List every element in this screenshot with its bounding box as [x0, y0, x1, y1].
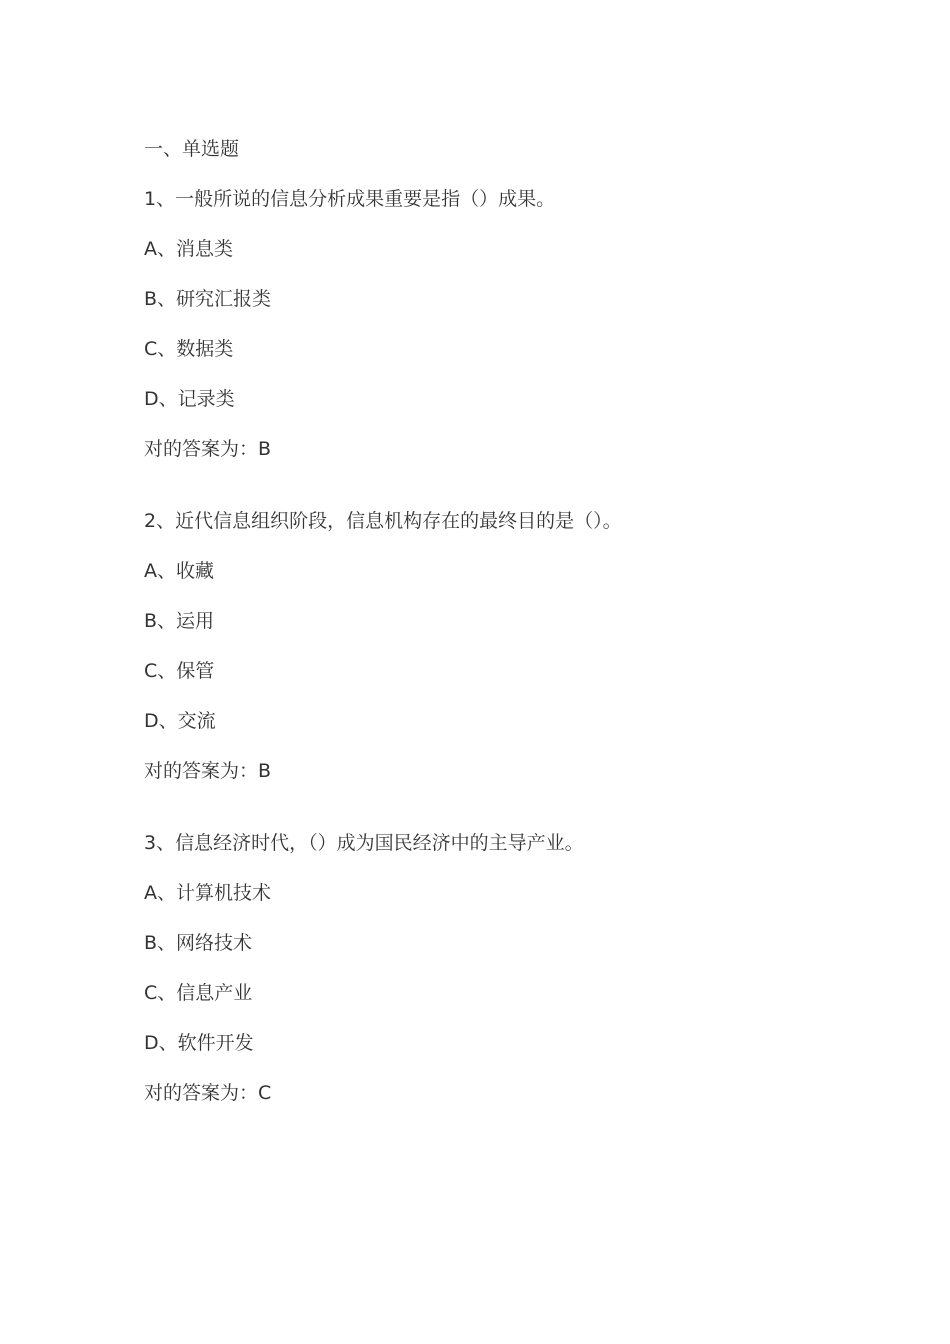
option-c: C、数据类	[144, 338, 234, 360]
option-d: D、软件开发	[144, 1032, 254, 1054]
option-c: C、信息产业	[144, 982, 253, 1004]
option-b: B、网络技术	[144, 932, 253, 954]
option-a: A、计算机技术	[144, 882, 271, 904]
document-page	[144, 137, 904, 1153]
question-block-3	[144, 831, 904, 1105]
question-stem: 1、一般所说的信息分析成果重要是指（）成果。	[144, 188, 556, 210]
option-a: A、收藏	[144, 560, 214, 582]
option-c: C、保管	[144, 660, 215, 682]
section-heading: 一、单选题	[144, 138, 240, 160]
option-a: A、消息类	[144, 238, 233, 260]
answer-text: 对的答案为：B	[144, 760, 272, 782]
option-d: D、记录类	[144, 388, 235, 410]
question-block-2	[144, 509, 904, 783]
answer-text: 对的答案为：C	[144, 1082, 272, 1104]
option-b: B、运用	[144, 610, 215, 632]
option-d: D、交流	[144, 710, 216, 732]
question-stem: 2、近代信息组织阶段，信息机构存在的最终目的是（）。	[144, 510, 622, 532]
option-b: B、研究汇报类	[144, 288, 272, 310]
question-stem: 3、信息经济时代，（）成为国民经济中的主导产业。	[144, 832, 584, 854]
answer-text: 对的答案为：B	[144, 438, 272, 460]
question-block-1	[144, 187, 904, 461]
